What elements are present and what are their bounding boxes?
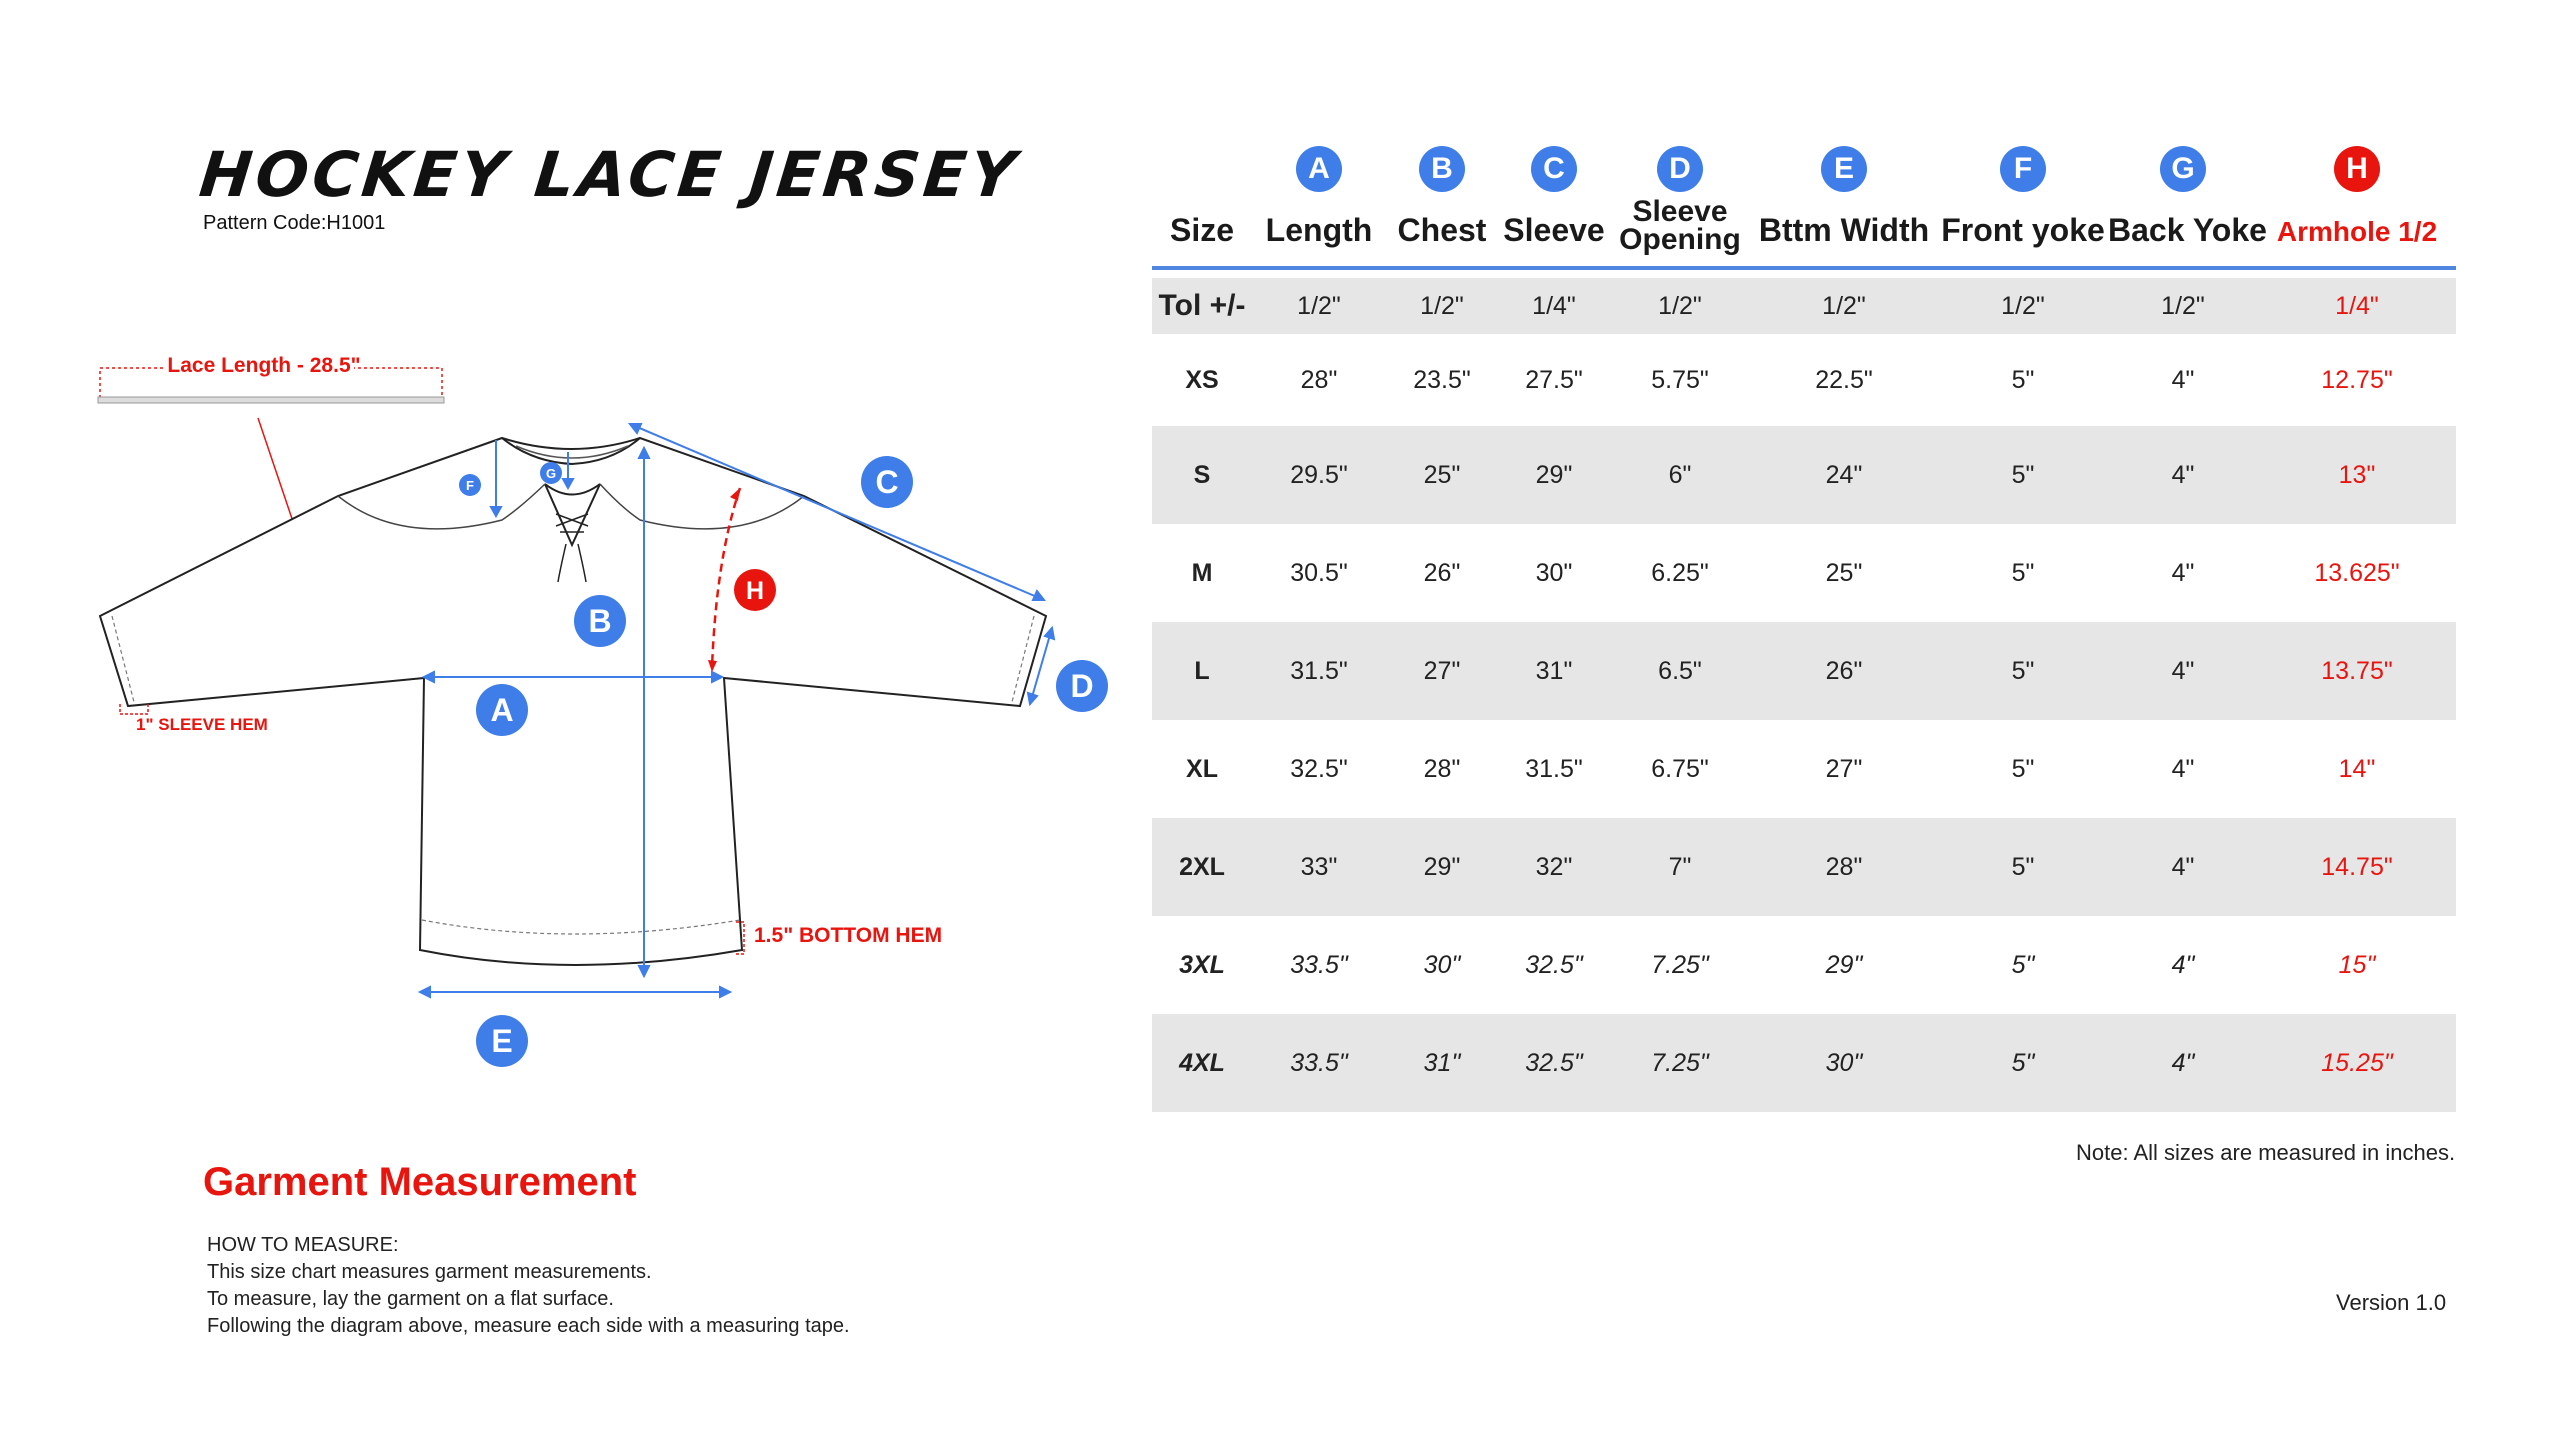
pattern-code: Pattern Code:H1001 [203, 212, 386, 234]
value-cell: 5" [2011, 853, 2035, 881]
table-header [1152, 146, 2456, 270]
svg-text:F: F [466, 478, 474, 493]
col-size [1152, 146, 1252, 266]
value-cell: 29" [1825, 951, 1863, 979]
value-cell: 31.5" [1290, 657, 1348, 685]
value-cell: 33.5" [1290, 951, 1348, 979]
col-chest [1386, 146, 1498, 266]
value-cell: 7.25" [1651, 951, 1709, 979]
jersey-outline [100, 438, 1046, 965]
col-label: Armhole 1/2 [2276, 216, 2438, 247]
marker-a [476, 684, 528, 736]
value-cell: 1/2" [2161, 292, 2205, 320]
value-cell: 1/4" [1532, 292, 1576, 320]
badge-f: F [2000, 146, 2046, 192]
how-to-line: This size chart measures garment measurements. [207, 1261, 652, 1283]
svg-text:E: E [491, 1023, 513, 1059]
col-label: Bttm Width [1758, 212, 1930, 248]
how-to-line: Following the diagram above, measure each side with a measuring tape. [207, 1315, 850, 1337]
col-sleeve-opening [1610, 146, 1750, 266]
value-cell: 6.25" [1651, 559, 1709, 587]
value-cell: 13" [2338, 461, 2376, 489]
marker-h [734, 569, 776, 611]
value-cell: 15" [2338, 951, 2376, 979]
value-cell: 5" [2011, 951, 2035, 979]
page-title: HOCKEY LACE JERSEY [196, 138, 1023, 211]
table-row [1152, 426, 2456, 524]
svg-text:C: C [875, 464, 899, 500]
value-cell: 12.75" [2321, 366, 2393, 394]
svg-text:A: A [490, 692, 514, 728]
lace-length-label: Lace Length - 28.5" [167, 354, 361, 377]
value-cell: 30" [1423, 951, 1461, 979]
col-length [1252, 146, 1386, 266]
table-row [1152, 334, 2456, 426]
value-cell: 4" [2171, 755, 2195, 783]
value-cell: 5.75" [1651, 366, 1709, 394]
size-chart-table [1152, 146, 2456, 1112]
col-armhole [2258, 146, 2456, 266]
size-cell: XL [1186, 755, 1218, 783]
table-body [1152, 278, 2456, 1112]
table-row [1152, 524, 2456, 622]
value-cell: 29" [1423, 853, 1461, 881]
tolerance-row [1152, 278, 2456, 334]
size-cell: XS [1185, 366, 1219, 394]
value-cell: 29.5" [1290, 461, 1348, 489]
value-cell: 13.625" [2314, 559, 2400, 587]
svg-text:H: H [745, 577, 765, 605]
size-cell: Tol +/- [1158, 289, 1246, 322]
col-label: Back Yoke [2108, 212, 2267, 248]
value-cell: 26" [1423, 559, 1461, 587]
value-cell: 33.5" [1290, 1049, 1348, 1077]
size-cell: M [1191, 559, 1213, 587]
marker-c [861, 456, 913, 508]
value-cell: 4" [2171, 951, 2195, 979]
col-label: Size [1169, 212, 1235, 248]
col-sleeve [1498, 146, 1610, 266]
value-cell: 31" [1535, 657, 1573, 685]
value-cell: 1/2" [1420, 292, 1464, 320]
badge-b: B [1419, 146, 1465, 192]
col-label: Front yoke [1941, 212, 2105, 248]
value-cell: 29" [1535, 461, 1573, 489]
value-cell: 6.75" [1651, 755, 1709, 783]
col-bottom-width [1750, 146, 1938, 266]
marker-f [459, 474, 481, 496]
value-cell: 4" [2171, 461, 2195, 489]
col-label: Sleeve [1503, 212, 1605, 248]
value-cell: 7" [1668, 853, 1692, 881]
table-row [1152, 1014, 2456, 1112]
value-cell: 13.75" [2321, 657, 2393, 685]
size-cell: S [1193, 461, 1211, 489]
badge-c: C [1531, 146, 1577, 192]
size-cell: 4XL [1179, 1049, 1225, 1077]
value-cell: 25" [1825, 559, 1863, 587]
value-cell: 32.5" [1525, 951, 1583, 979]
size-cell: 2XL [1179, 853, 1225, 881]
value-cell: 30.5" [1290, 559, 1348, 587]
marker-g [540, 462, 562, 484]
bottom-hem-callout [736, 922, 942, 954]
value-cell: 32.5" [1290, 755, 1348, 783]
sleeve-hem-callout [120, 704, 268, 734]
value-cell: 30" [1535, 559, 1573, 587]
value-cell: 15.25" [2321, 1049, 2393, 1077]
value-cell: 6" [1668, 461, 1692, 489]
value-cell: 5" [2011, 559, 2035, 587]
value-cell: 4" [2171, 1049, 2195, 1077]
col-label: Length [1265, 212, 1373, 248]
table-row [1152, 916, 2456, 1014]
svg-text:G: G [545, 466, 557, 481]
marker-b [574, 595, 626, 647]
badge-e: E [1821, 146, 1867, 192]
value-cell: 28" [1300, 366, 1338, 394]
how-to-heading: HOW TO MEASURE: [207, 1234, 399, 1256]
sleeve-hem-label: 1" SLEEVE HEM [136, 715, 268, 734]
marker-e [476, 1015, 528, 1067]
units-note: Note: All sizes are measured in inches. [2076, 1140, 2456, 1165]
value-cell: 31.5" [1525, 755, 1583, 783]
col-label: Sleeve Opening [1619, 195, 1741, 256]
value-cell: 1/2" [1658, 292, 1702, 320]
value-cell: 31" [1423, 1049, 1461, 1077]
value-cell: 1/4" [2335, 292, 2379, 320]
value-cell: 5" [2011, 366, 2035, 394]
value-cell: 14" [2338, 755, 2376, 783]
value-cell: 4" [2171, 366, 2195, 394]
value-cell: 27.5" [1525, 366, 1583, 394]
value-cell: 1/2" [1297, 292, 1341, 320]
table-row [1152, 720, 2456, 818]
value-cell: 5" [2011, 461, 2035, 489]
value-cell: 5" [2011, 657, 2035, 685]
value-cell: 5" [2011, 755, 2035, 783]
value-cell: 4" [2171, 559, 2195, 587]
size-cell: L [1194, 657, 1210, 685]
marker-d [1056, 660, 1108, 712]
how-to-line: To measure, lay the garment on a flat surface. [207, 1288, 614, 1310]
value-cell: 4" [2171, 853, 2195, 881]
value-cell: 5" [2011, 1049, 2035, 1077]
version-label: Version 1.0 [2336, 1290, 2447, 1315]
table-row [1152, 818, 2456, 916]
bottom-hem-label: 1.5" BOTTOM HEM [754, 924, 943, 947]
value-cell: 26" [1825, 657, 1863, 685]
garment-measurement-title: Garment Measurement [203, 1160, 637, 1204]
col-back-yoke [2108, 146, 2267, 266]
value-cell: 7.25" [1651, 1049, 1709, 1077]
how-to-measure [207, 1232, 850, 1340]
value-cell: 30" [1825, 1049, 1863, 1077]
badge-h: H [2334, 146, 2380, 192]
svg-text:D: D [1070, 668, 1094, 704]
value-cell: 24" [1825, 461, 1863, 489]
value-cell: 32" [1535, 853, 1573, 881]
value-cell: 23.5" [1413, 366, 1471, 394]
value-cell: 28" [1825, 853, 1863, 881]
value-cell: 1/2" [2001, 292, 2045, 320]
jersey-diagram [0, 340, 1140, 1100]
value-cell: 1/2" [1822, 292, 1866, 320]
value-cell: 28" [1423, 755, 1461, 783]
svg-text:B: B [588, 603, 612, 639]
size-cell: 3XL [1179, 951, 1225, 979]
value-cell: 25" [1423, 461, 1461, 489]
badge-g: G [2160, 146, 2206, 192]
value-cell: 27" [1423, 657, 1461, 685]
badge-a: A [1296, 146, 1342, 192]
value-cell: 14.75" [2321, 853, 2393, 881]
table-row [1152, 622, 2456, 720]
value-cell: 4" [2171, 657, 2195, 685]
value-cell: 6.5" [1658, 657, 1702, 685]
value-cell: 33" [1300, 853, 1338, 881]
value-cell: 22.5" [1815, 366, 1873, 394]
value-cell: 32.5" [1525, 1049, 1583, 1077]
value-cell: 27" [1825, 755, 1863, 783]
col-label: Chest [1397, 212, 1487, 248]
col-front-yoke [1938, 146, 2108, 266]
badge-d: D [1657, 146, 1703, 192]
